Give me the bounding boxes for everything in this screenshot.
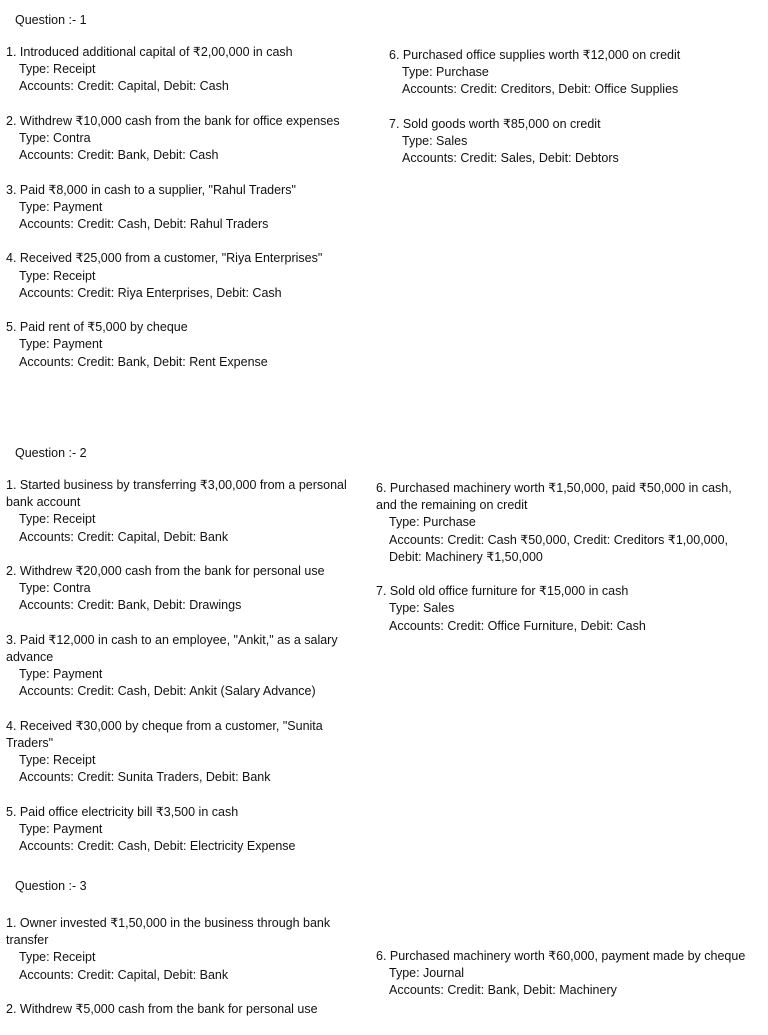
transaction-type: Type: Receipt bbox=[19, 268, 96, 283]
transaction-description: 2. Withdrew ₹20,000 cash from the bank for personal use bbox=[6, 564, 325, 578]
q2-title: Question :- 2 bbox=[15, 446, 87, 460]
q3-title: Question :- 3 bbox=[15, 879, 87, 893]
transaction-item bbox=[389, 47, 749, 99]
transaction-description: 2. Withdrew ₹10,000 cash from the bank for office expenses bbox=[6, 113, 340, 128]
transaction-accounts: Accounts: Credit: Capital, Debit: Bank bbox=[19, 529, 229, 544]
q2-right-column bbox=[376, 480, 756, 652]
transaction-type: Type: Contra bbox=[19, 581, 91, 596]
transaction-type: Type: Journal bbox=[389, 966, 465, 981]
transaction-item bbox=[389, 116, 749, 168]
q1-right-column bbox=[389, 47, 749, 185]
transaction-item bbox=[6, 182, 366, 234]
transaction-type: Type: Sales bbox=[402, 134, 468, 148]
transaction-accounts: Accounts: Credit: Creditors, Debit: Office Supplies bbox=[402, 82, 679, 97]
transaction-description: 5. Paid rent of ₹5,000 by cheque bbox=[6, 320, 188, 335]
transaction-accounts: Accounts: Credit: Capital, Debit: Cash bbox=[19, 79, 229, 94]
transaction-item bbox=[6, 250, 366, 302]
transaction-accounts: Accounts: Credit: Cash, Debit: Ankit (Salary Advance) bbox=[19, 684, 316, 699]
transaction-accounts: Accounts: Credit: Cash, Debit: Rahul Traders bbox=[19, 217, 269, 231]
transaction-type: Type: Receipt bbox=[19, 950, 96, 965]
q3-right-column bbox=[376, 948, 756, 1017]
q1-left-column bbox=[6, 44, 366, 388]
transaction-type: Type: Contra bbox=[19, 131, 91, 145]
transaction-type: Type: Receipt bbox=[19, 753, 96, 768]
transaction-type: Type: Receipt bbox=[19, 62, 96, 77]
transaction-description: 6. Purchased office supplies worth ₹12,000 on credit bbox=[389, 48, 681, 62]
transaction-description: 4. Received ₹25,000 from a customer, "Riya Enterprises" bbox=[6, 251, 323, 266]
q1-title: Question :- 1 bbox=[15, 13, 87, 27]
transaction-item bbox=[6, 804, 368, 856]
transaction-item bbox=[6, 1001, 368, 1018]
transaction-item bbox=[6, 915, 368, 984]
transaction-type: Type: Receipt bbox=[19, 512, 96, 527]
transaction-item bbox=[6, 563, 368, 615]
transaction-accounts: Accounts: Credit: Cash ₹50,000, Credit: Creditors ₹1,00,000, Debit: Machinery ₹1,50,000 bbox=[389, 532, 728, 564]
transaction-description: 1. Started business by transferring ₹3,00,000 from a personal bank account bbox=[6, 478, 347, 510]
transaction-description: 6. Purchased machinery worth ₹60,000, payment made by cheque bbox=[376, 949, 746, 963]
transaction-item bbox=[6, 718, 368, 787]
transaction-accounts: Accounts: Credit: Bank, Debit: Rent Expense bbox=[19, 354, 268, 369]
transaction-item bbox=[6, 632, 368, 701]
transaction-accounts: Accounts: Credit: Bank, Debit: Machinery bbox=[389, 983, 617, 998]
transaction-type: Type: Payment bbox=[19, 822, 103, 836]
transaction-description: 6. Purchased machinery worth ₹1,50,000, paid ₹50,000 in cash, and the remaining on credit bbox=[376, 481, 732, 513]
transaction-type: Type: Payment bbox=[19, 199, 103, 214]
transaction-type: Type: Payment bbox=[19, 667, 103, 682]
transaction-accounts: Accounts: Credit: Capital, Debit: Bank bbox=[19, 967, 229, 982]
transaction-item bbox=[6, 319, 366, 371]
transaction-type: Type: Payment bbox=[19, 337, 103, 352]
transaction-item bbox=[376, 948, 756, 1000]
transaction-type: Type: Purchase bbox=[389, 515, 476, 530]
transaction-item bbox=[6, 477, 368, 546]
transaction-accounts: Accounts: Credit: Sales, Debit: Debtors bbox=[402, 151, 619, 166]
transaction-description: 7. Sold goods worth ₹85,000 on credit bbox=[389, 116, 601, 131]
transaction-description: 2. Withdrew ₹5,000 cash from the bank for personal use bbox=[6, 1002, 318, 1016]
transaction-type: Type: Sales bbox=[389, 601, 455, 616]
transaction-item bbox=[6, 113, 366, 165]
transaction-accounts: Accounts: Credit: Bank, Debit: Cash bbox=[19, 148, 219, 163]
q2-left-column bbox=[6, 477, 368, 873]
transaction-description: 5. Paid office electricity bill ₹3,500 in cash bbox=[6, 804, 239, 819]
transaction-item bbox=[376, 480, 756, 566]
transaction-accounts: Accounts: Credit: Bank, Debit: Drawings bbox=[19, 598, 242, 613]
transaction-accounts: Accounts: Credit: Cash, Debit: Electricity Expense bbox=[19, 839, 296, 854]
transaction-description: 3. Paid ₹12,000 in cash to an employee, "Ankit," as a salary advance bbox=[6, 632, 338, 664]
transaction-accounts: Accounts: Credit: Riya Enterprises, Debit: Cash bbox=[19, 285, 282, 300]
q3-left-column bbox=[6, 915, 368, 1035]
transaction-item bbox=[376, 583, 756, 635]
transaction-accounts: Accounts: Credit: Office Furniture, Debit: Cash bbox=[389, 618, 646, 633]
transaction-item bbox=[6, 44, 366, 96]
transaction-description: 1. Introduced additional capital of ₹2,00,000 in cash bbox=[6, 45, 293, 59]
transaction-description: 1. Owner invested ₹1,50,000 in the business through bank transfer bbox=[6, 916, 331, 948]
transaction-description: 3. Paid ₹8,000 in cash to a supplier, "Rahul Traders" bbox=[6, 182, 296, 197]
transaction-accounts: Accounts: Credit: Sunita Traders, Debit: Bank bbox=[19, 770, 271, 785]
transaction-description: 4. Received ₹30,000 by cheque from a customer, "Sunita Traders" bbox=[6, 718, 323, 750]
transaction-description: 7. Sold old office furniture for ₹15,000 in cash bbox=[376, 584, 629, 599]
transaction-type: Type: Purchase bbox=[402, 65, 489, 80]
